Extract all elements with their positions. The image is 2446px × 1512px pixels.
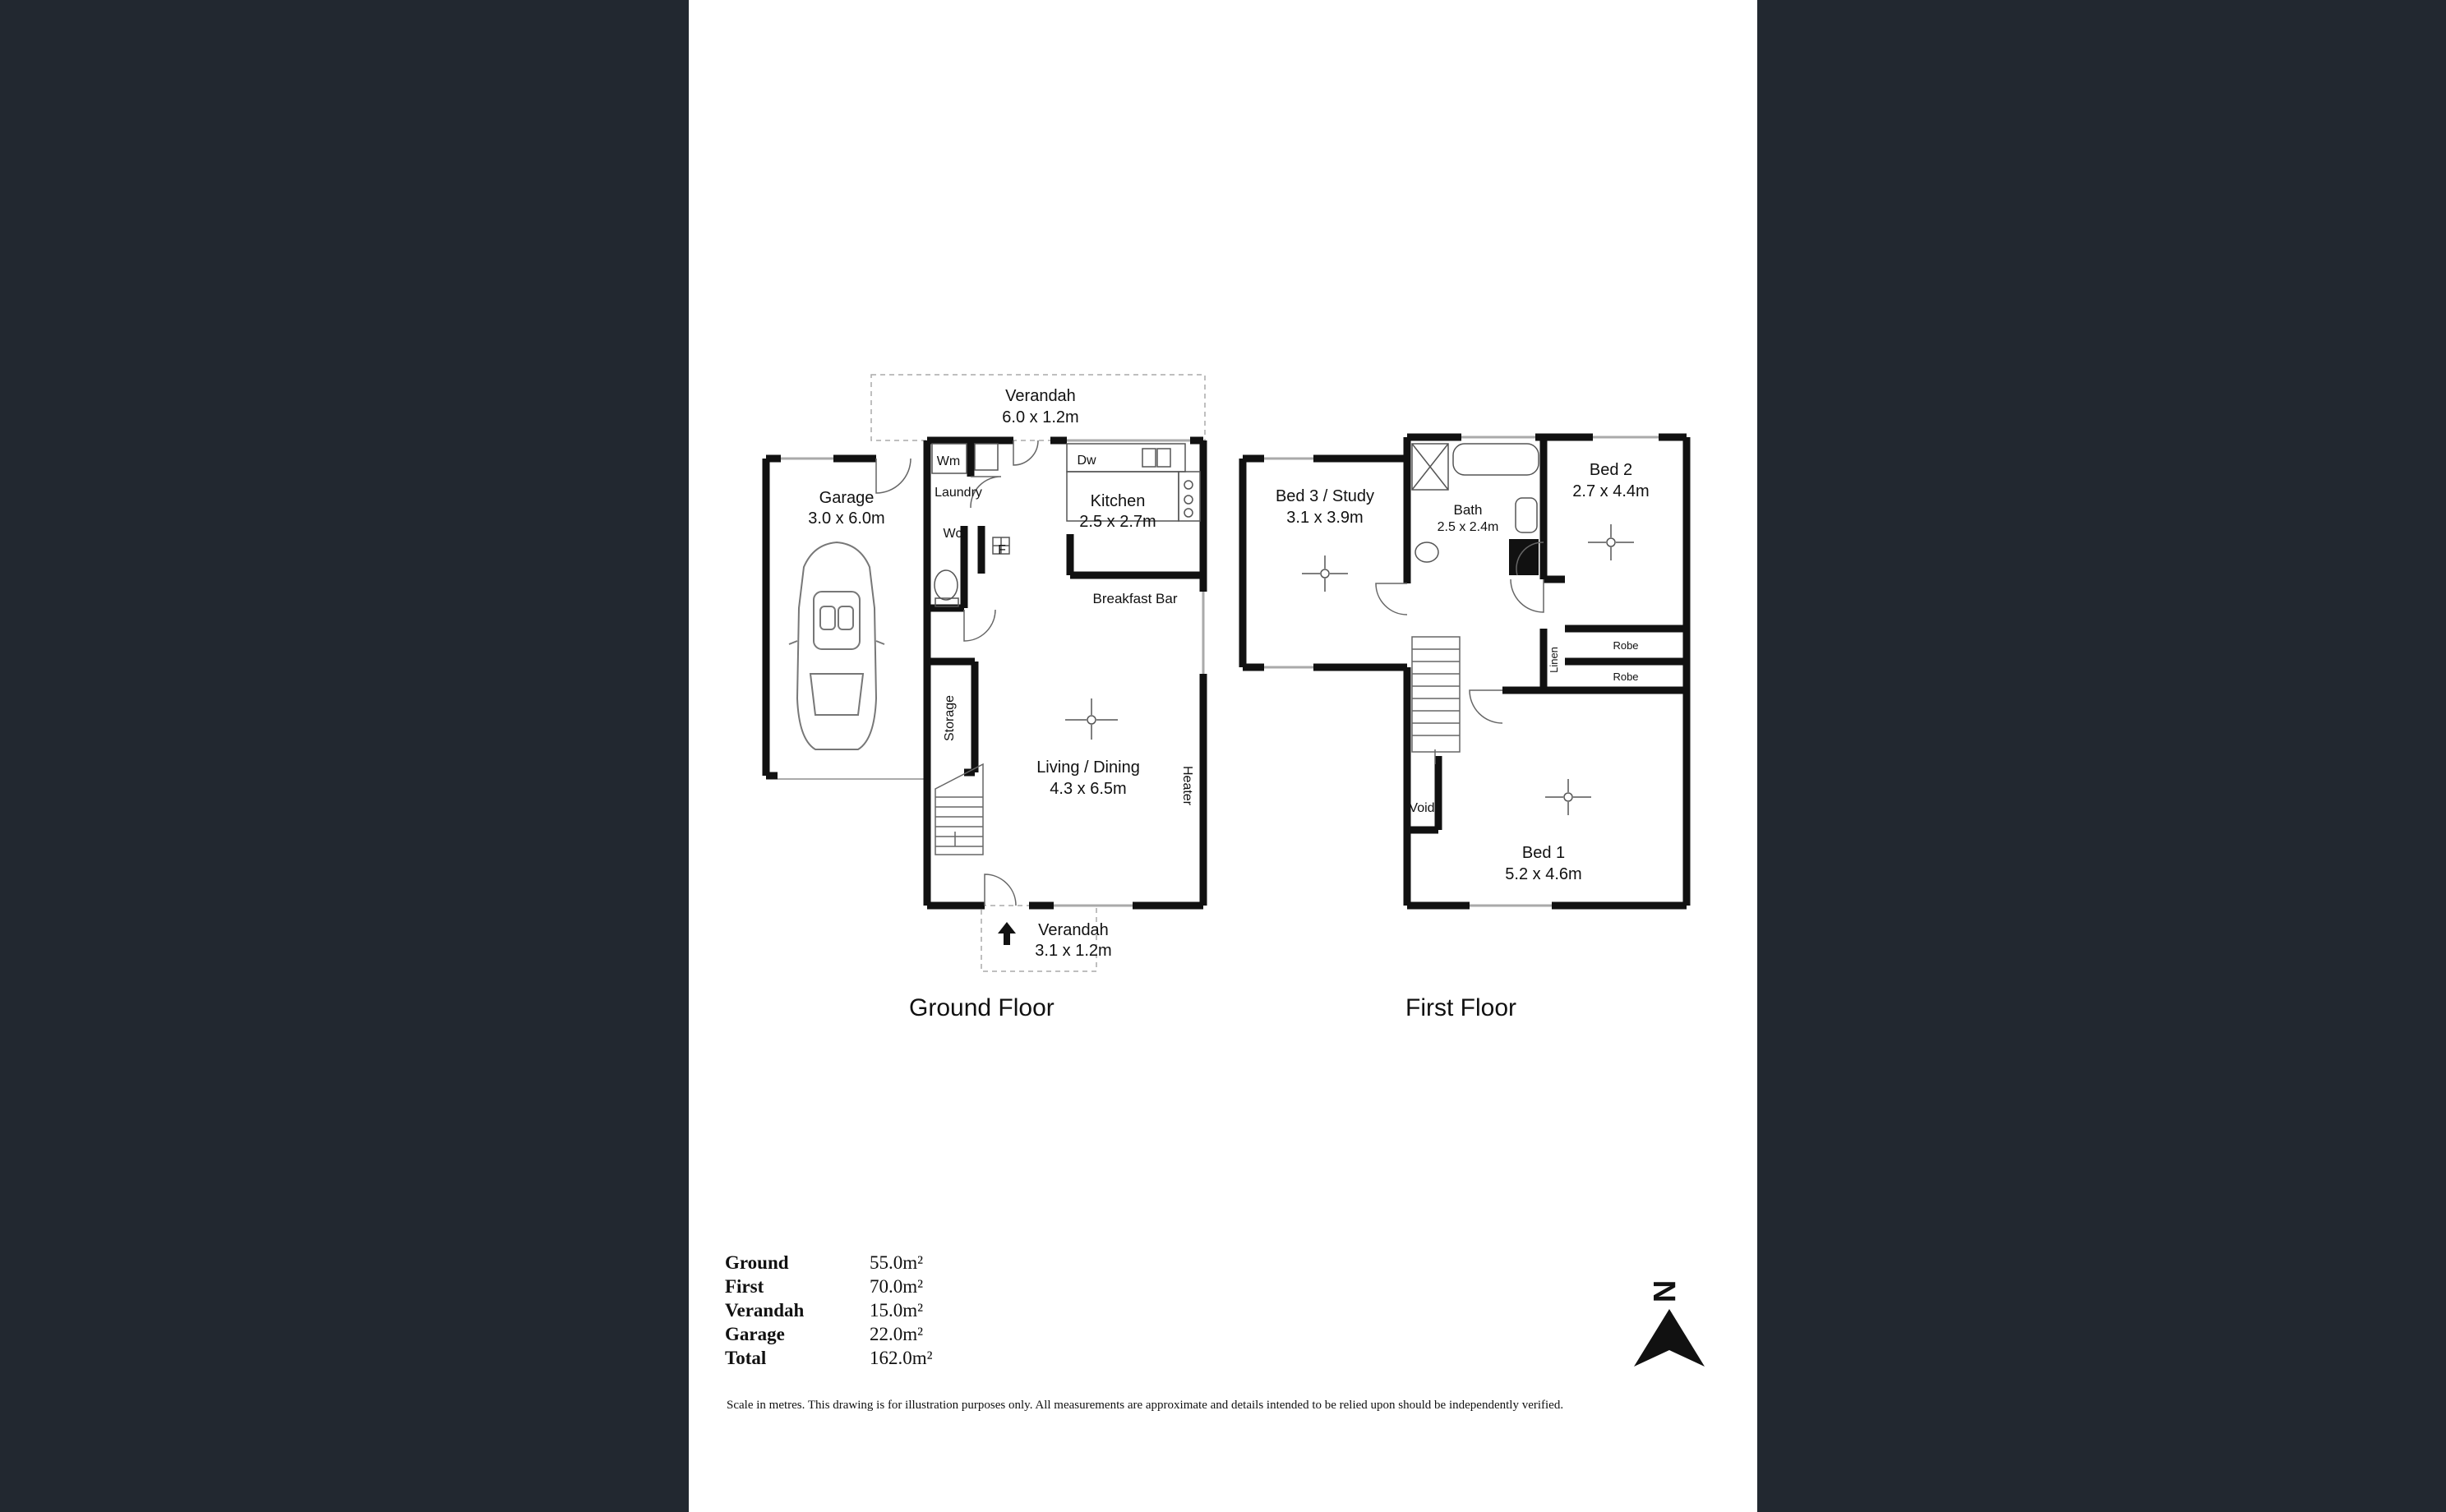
- fixture-label: Laundry: [935, 486, 982, 500]
- rear-verandah-outline: [871, 375, 1205, 440]
- ground-floor-title: Ground Floor: [909, 994, 1055, 1021]
- area-label: Garage: [725, 1324, 785, 1344]
- first-floor-duct: [1509, 539, 1539, 575]
- room-name: Garage: [819, 489, 875, 507]
- area-label: First: [725, 1276, 764, 1297]
- ground-floor-walls: [927, 440, 1203, 906]
- room-dims: 6.0 x 1.2m: [1002, 408, 1079, 426]
- floor-plan-drawing: [689, 0, 1757, 1068]
- fixture-label: Void: [1409, 801, 1435, 815]
- entry-arrow-icon: [998, 922, 1016, 945]
- north-arrow-icon: [1632, 1276, 1706, 1375]
- fixture-label: Dw: [1077, 454, 1096, 468]
- room-dims: 3.1 x 1.2m: [1035, 942, 1112, 960]
- fixture-label: Breakfast Bar: [1092, 591, 1178, 606]
- fixture-label: Wc: [943, 527, 962, 541]
- room-dims: 5.2 x 4.6m: [1505, 865, 1582, 883]
- ceiling-fan-icon: [1065, 698, 1118, 740]
- area-value: 70.0m²: [870, 1276, 924, 1297]
- room-name: Bath: [1453, 502, 1483, 518]
- fixture-label: F: [998, 543, 1006, 557]
- area-value: 162.0m²: [870, 1348, 933, 1368]
- fixture-label: Heater: [1180, 765, 1194, 806]
- disclaimer-text: Scale in metres. This drawing is for illustration purposes only. All measurements are approximate and details intended to be relied upon should be independently verified.: [727, 1399, 1564, 1412]
- fixture-label: Wm: [936, 454, 961, 468]
- bed3-fan-icon: [1302, 555, 1348, 592]
- room-name: Living / Dining: [1036, 758, 1140, 777]
- north-letter: N: [1646, 1279, 1682, 1303]
- room-name: Bed 1: [1521, 844, 1566, 862]
- car-icon: [789, 542, 884, 749]
- first-floor-title: First Floor: [1405, 994, 1516, 1021]
- ground-floor-plan: [766, 375, 1205, 971]
- bed1-fan-icon: [1545, 779, 1591, 815]
- fixture-label: Linen: [1548, 647, 1560, 673]
- area-label: Ground: [725, 1252, 789, 1273]
- room-name: Bed 3 / Study: [1275, 487, 1375, 505]
- first-floor-stairs: [1412, 637, 1460, 764]
- room-dims: 3.1 x 3.9m: [1286, 509, 1364, 527]
- area-label: Verandah: [725, 1300, 805, 1321]
- floor-plan-sheet: [689, 0, 1757, 1512]
- fixture-label: Storage: [943, 694, 957, 742]
- room-name: Bed 2: [1589, 461, 1633, 479]
- area-value: 15.0m²: [870, 1300, 924, 1321]
- room-name: Verandah: [1005, 387, 1076, 405]
- fixture-label: Robe: [1613, 639, 1639, 652]
- room-dims: 2.5 x 2.7m: [1079, 513, 1156, 531]
- area-value: 22.0m²: [870, 1324, 924, 1344]
- area-label: Total: [725, 1348, 767, 1368]
- room-name: Verandah: [1038, 921, 1109, 939]
- room-dims: 2.5 x 2.4m: [1437, 520, 1499, 534]
- ground-stairs: [935, 764, 983, 855]
- bed2-fan-icon: [1588, 524, 1634, 560]
- door-swings: [876, 440, 1038, 906]
- room-dims: 4.3 x 6.5m: [1050, 780, 1127, 798]
- fixture-label: Robe: [1613, 671, 1639, 683]
- room-dims: 2.7 x 4.4m: [1572, 482, 1650, 500]
- room-name: Kitchen: [1090, 492, 1146, 510]
- room-dims: 3.0 x 6.0m: [808, 509, 885, 528]
- area-value: 55.0m²: [870, 1252, 924, 1273]
